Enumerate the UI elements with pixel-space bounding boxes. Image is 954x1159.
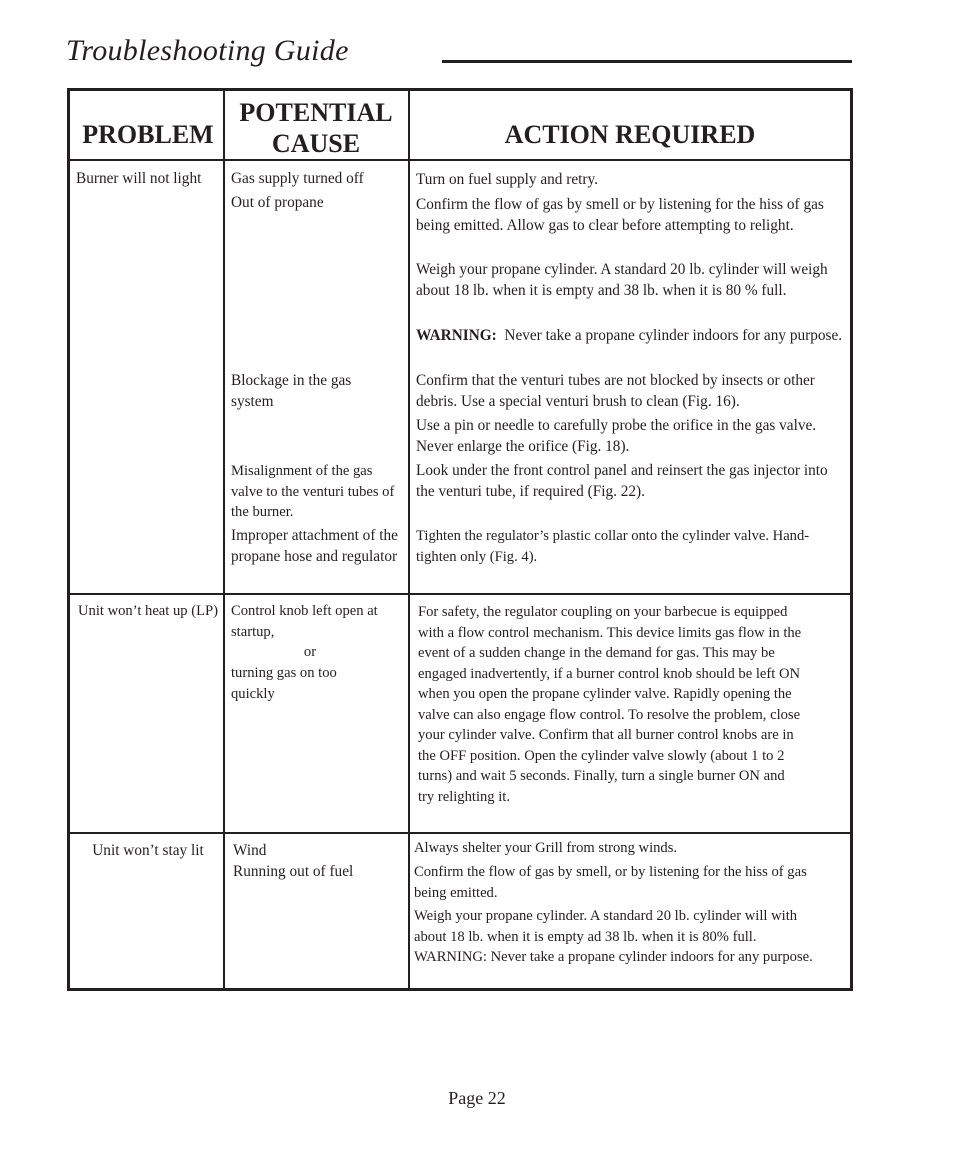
action-confirm-gas-smell: Confirm the flow of gas by smell, or by listening for the hiss of gas being emitted. bbox=[414, 864, 807, 901]
page-header bbox=[66, 34, 852, 70]
action-confirm-gas-flow: Confirm the flow of gas by smell or by listening for the hiss of gas being emitted. Allow gas to clear before attempting to relight. bbox=[416, 196, 824, 234]
action-probe-orifice: Use a pin or needle to carefully probe the orifice in the gas valve. Never enlarge the orifice (Fig. 18). bbox=[416, 417, 817, 455]
action-check-venturi: Confirm that the venturi tubes are not blocked by insects or other debris. Use a special venturi brush to clean (Fig. 16). bbox=[416, 372, 815, 410]
action-flow-control-reset: For safety, the regulator coupling on your barbecue is equipped with a flow control mechanism. This device limits gas flow in the event of a sudden change in the demand for gas. This may be engaged inadvertently, if a burner control knob should be left ON when you open the propane cylinder valve. Rapidly opening the valve can also engage flow control. To resolve the problem, close your cylinder valve. Confirm that all burner control knobs are in the OFF position. Open the cylinder valve slowly (about 1 to 2 turns) and wait 5 seconds. Finally, turn a single burner ON and try relighting it. bbox=[418, 604, 802, 805]
problem-burner-not-light: Burner will not light bbox=[76, 170, 202, 187]
header-cause-line2: CAUSE bbox=[271, 129, 361, 158]
warning-label: WARNING: bbox=[416, 327, 497, 344]
action-turn-on-fuel: Turn on fuel supply and retry. bbox=[416, 171, 598, 188]
page-title: Troubleshooting Guide bbox=[66, 34, 349, 67]
action-weigh-cylinder-2: Weigh your propane cylinder. A standard 20 lb. cylinder will with about 18 lb. when it is empty ad 38 lb. when it is 80% full. bbox=[414, 908, 798, 945]
header-cause-line1: POTENTIAL bbox=[239, 98, 393, 127]
warning-text: Never take a propane cylinder indoors for any purpose. bbox=[504, 327, 843, 344]
action-reinsert-injector: Look under the front control panel and reinsert the gas injector into the venturi tube, if required (Fig. 22). bbox=[416, 462, 828, 500]
row-divider-2 bbox=[70, 832, 850, 834]
row-divider-1 bbox=[70, 593, 850, 595]
action-warning-indoors bbox=[416, 326, 848, 347]
header-action-required: ACTION REQUIRED bbox=[504, 120, 756, 149]
action-shelter-grill: Always shelter your Grill from strong winds. bbox=[414, 840, 678, 856]
cause-or: or bbox=[303, 644, 317, 660]
cause-gas-supply-off: Gas supply turned off bbox=[231, 170, 364, 187]
title-underline bbox=[442, 60, 852, 63]
action-weigh-cylinder: Weigh your propane cylinder. A standard 20 lb. cylinder will weigh about 18 lb. when it is empty and 38 lb. when it is 80 % full. bbox=[416, 261, 828, 299]
problem-wont-heat-up: Unit won’t heat up (LP) bbox=[78, 603, 218, 619]
action-tighten-collar: Tighten the regulator’s plastic collar onto the cylinder valve. Hand-tighten only (Fig. 4). bbox=[416, 528, 810, 565]
page-number: Page 22 bbox=[448, 1088, 506, 1108]
cause-blockage: Blockage in the gas system bbox=[231, 372, 352, 410]
cause-out-of-propane: Out of propane bbox=[231, 194, 324, 211]
action-warning-indoors-2: WARNING: Never take a propane cylinder indoors for any purpose. bbox=[414, 949, 813, 965]
troubleshooting-table bbox=[67, 88, 853, 991]
cause-misalignment: Misalignment of the gas valve to the venturi tubes of the burner. bbox=[231, 463, 395, 520]
header-divider bbox=[70, 159, 850, 161]
cause-running-out-of-fuel: Running out of fuel bbox=[233, 863, 354, 880]
column-divider-1 bbox=[223, 91, 225, 988]
header-problem: PROBLEM bbox=[82, 120, 214, 149]
header-potential-cause bbox=[228, 97, 404, 159]
cause-knob-left-open: Control knob left open at startup, bbox=[231, 603, 378, 640]
cause-wind: Wind bbox=[233, 842, 267, 859]
cause-improper-attachment: Improper attachment of the propane hose and regulator bbox=[231, 527, 398, 565]
cause-turning-gas-quickly: turning gas on too quickly bbox=[231, 665, 337, 702]
column-divider-2 bbox=[408, 91, 410, 988]
problem-wont-stay-lit: Unit won’t stay lit bbox=[92, 842, 204, 859]
